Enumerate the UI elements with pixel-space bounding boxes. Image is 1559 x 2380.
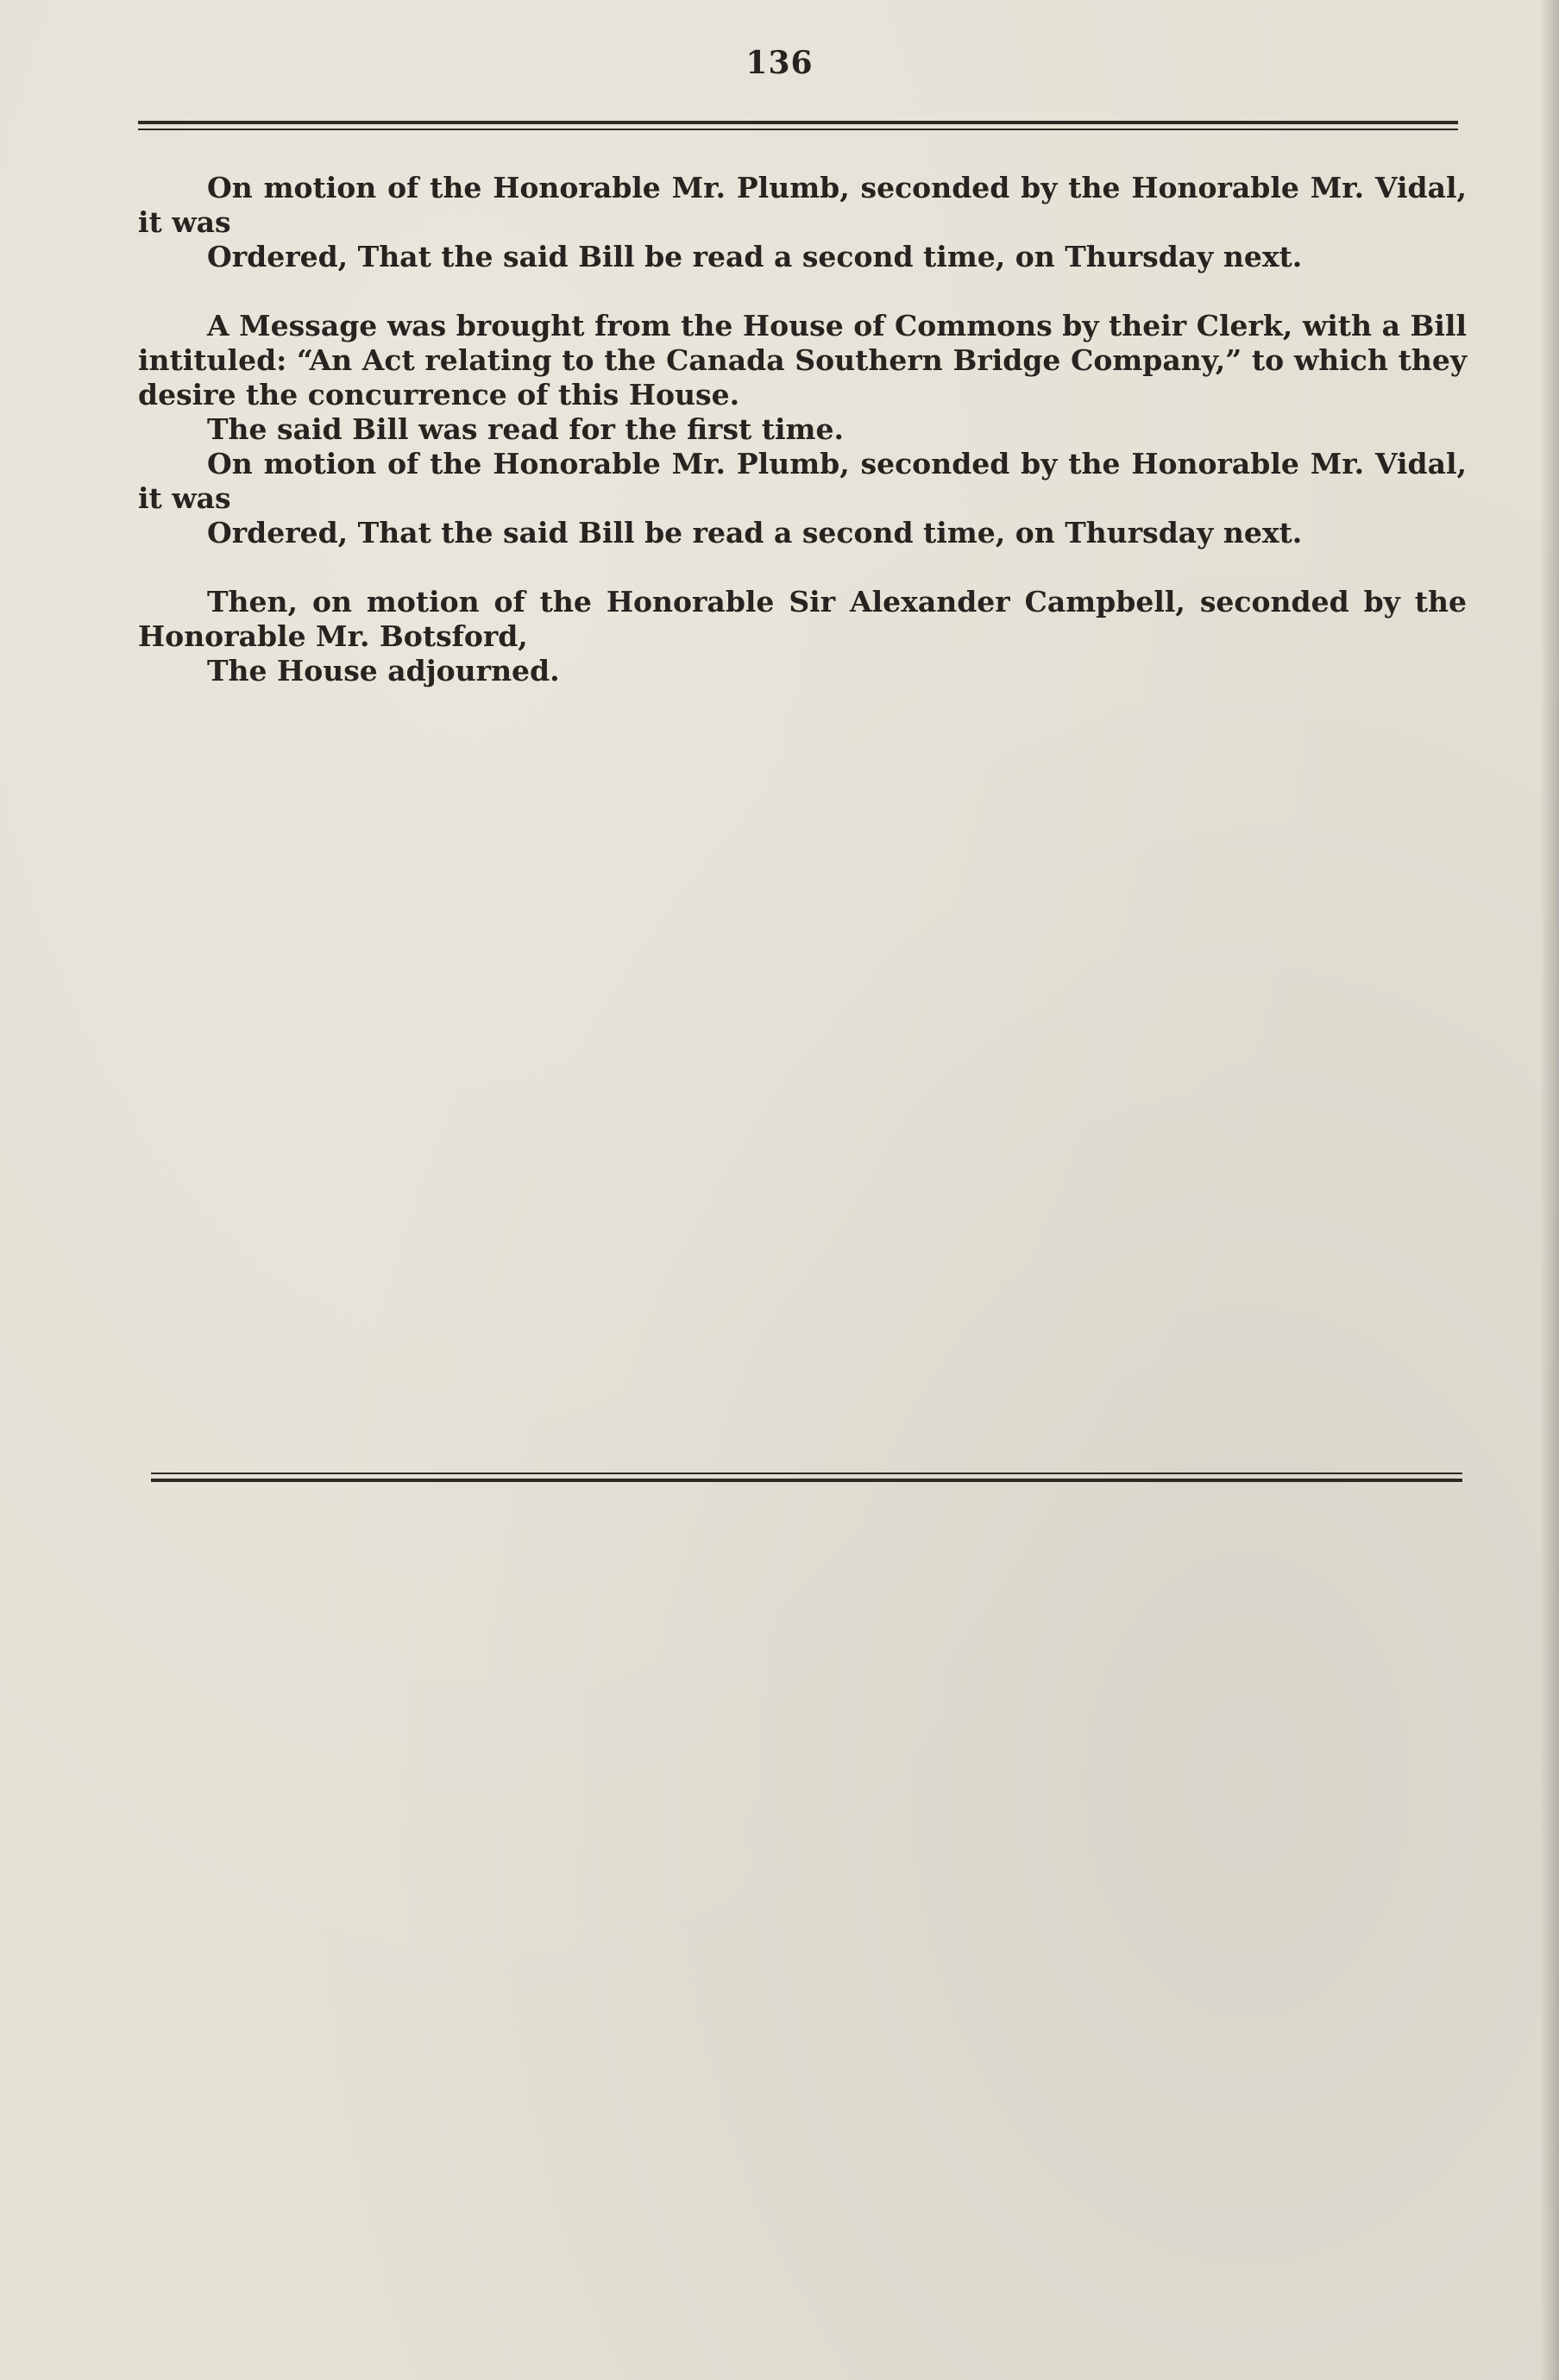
para-3-line-2: The House adjourned.: [207, 654, 560, 688]
para-2-line-1: A Message was brought from the House of Commons by their Clerk, with a Bill intituled: “An Act relating to the Canada Southern Bridge Company,” to which they desire the concurrence of this House.: [138, 309, 1467, 411]
footer-double-rule: [151, 1473, 1462, 1483]
para-1-line-2: Ordered, That the said Bill be read a second time, on Thursday next.: [207, 240, 1303, 273]
para-1-line-1: On motion of the Honorable Mr. Plumb, seconded by the Honorable Mr. Vidal, it was: [138, 171, 1467, 239]
proceedings-text: [138, 171, 1467, 688]
footer-rule-thin: [151, 1473, 1462, 1474]
header-double-rule: [138, 121, 1458, 131]
para-2-line-4: Ordered, That the said Bill be read a second time, on Thursday next.: [207, 516, 1303, 549]
header-rule-thick: [138, 121, 1458, 124]
para-2-line-2: The said Bill was read for the first time.: [207, 412, 844, 446]
paragraph-gap: [138, 274, 1467, 309]
header-rule-thin: [138, 129, 1458, 130]
footer-rule-thick: [151, 1479, 1462, 1482]
page-number: 136: [745, 45, 814, 81]
page-edge-shadow: [1540, 0, 1559, 2380]
para-3-line-1: Then, on motion of the Honorable Sir Alexander Campbell, seconded by the Honorable Mr. Botsford,: [138, 585, 1467, 653]
paragraph-gap: [138, 550, 1467, 585]
para-2-line-3: On motion of the Honorable Mr. Plumb, seconded by the Honorable Mr. Vidal, it was: [138, 447, 1467, 515]
